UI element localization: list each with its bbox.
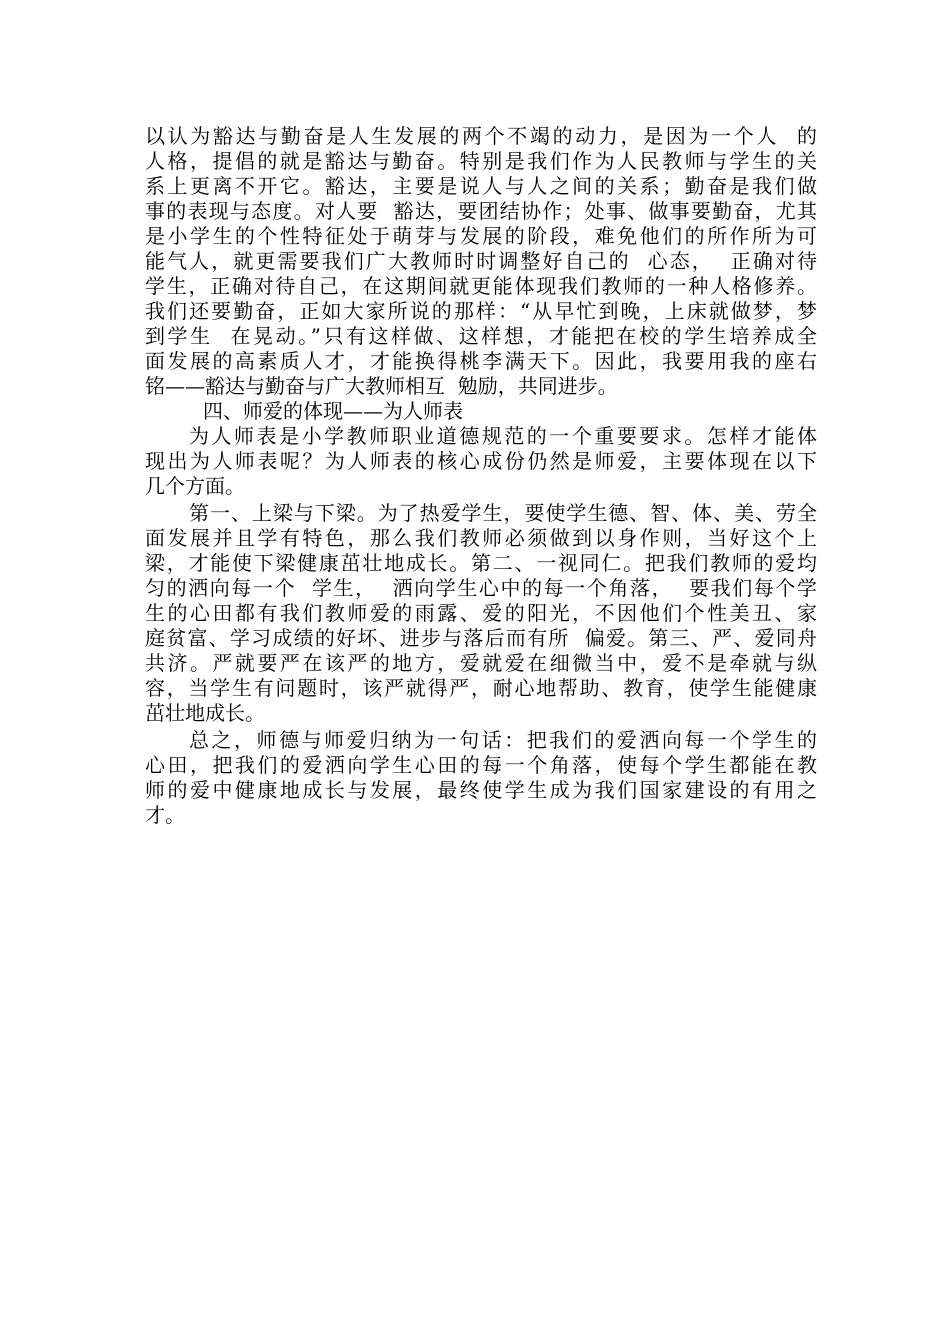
text-line: 匀的洒向每一个 学生， 洒向学生心中的每一个角落， 要我们每个学 [145,576,817,600]
text-line: 到学生 在晃动。”只有这样做、这样想，才能把在校的学生培养成全 [145,324,817,348]
text-line: 茁壮地成长。 [145,701,265,725]
text-line: 容，当学生有问题时，该严就得严，耐心地帮助、教育，使学生能健康 [145,676,817,700]
text-line: 第一、上梁与下梁。为了热爱学生，要使学生德、智、体、美、劳全 [189,501,817,525]
text-line: 生的心田都有我们教师爱的雨露、爱的阳光，不因他们个性美丑、家 [145,601,817,625]
body-text [145,124,817,828]
text-line: 梁，才能使下梁健康茁壮地成长。第二、一视同仁。把我们教师的爱均 [145,551,817,575]
text-line: 是小学生的个性特征处于萌芽与发展的阶段，难免他们的所作所为可 [145,224,817,248]
text-line: 庭贫富、学习成绩的好坏、进步与落后而有所 偏爱。第三、严、爱同舟 [145,626,817,650]
text-line: 现出为人师表呢？为人师表的核心成份仍然是师爱，主要体现在以下 [145,449,817,473]
text-line: 几个方面。 [145,474,245,498]
text-line: 系上更离不开它。豁达，主要是说人与人之间的关系；勤奋是我们做 [145,174,817,198]
text-line: 我们还要勤奋，正如大家所说的那样：“从早忙到晚，上床就做梦，梦 [145,299,817,323]
text-line: 才。 [145,803,185,827]
section-heading: 四、师爱的体现——为人师表 [203,399,463,423]
text-line: 人格，提倡的就是豁达与勤奋。特别是我们作为人民教师与学生的关 [145,149,817,173]
text-line: 心田，把我们的爱洒向学生心田的每一个角落，使每个学生都能在教 [145,753,817,777]
text-line: 为人师表是小学教师职业道德规范的一个重要要求。怎样才能体 [189,424,817,448]
text-line: 共济。严就要严在该严的地方，爱就爱在细微当中，爱不是牵就与纵 [145,651,817,675]
text-line: 以认为豁达与勤奋是人生发展的两个不竭的动力，是因为一个人 的 [145,124,817,148]
text-line: 能气人，就更需要我们广大教师时时调整好自己的 心态， 正确对待 [145,249,817,273]
text-line: 面发展的高素质人才，才能换得桃李满天下。因此，我要用我的座右 [145,349,817,373]
text-line: 总之，师德与师爱归纳为一句话：把我们的爱洒向每一个学生的 [189,728,817,752]
text-line: 事的表现与态度。对人要 豁达，要团结协作；处事、做事要勤奋，尤其 [145,199,817,223]
text-line: 面发展并且学有特色，那么我们教师必须做到以身作则，当好这个上 [145,526,817,550]
text-line: 师的爱中健康地成长与发展，最终使学生成为我们国家建设的有用之 [145,778,817,802]
text-line: 学生，正确对待自己，在这期间就更能体现我们教师的一种人格修养。 [145,274,817,298]
text-line: 铭——豁达与勤奋与广大教师相互 勉励，共同进步。 [145,374,618,398]
